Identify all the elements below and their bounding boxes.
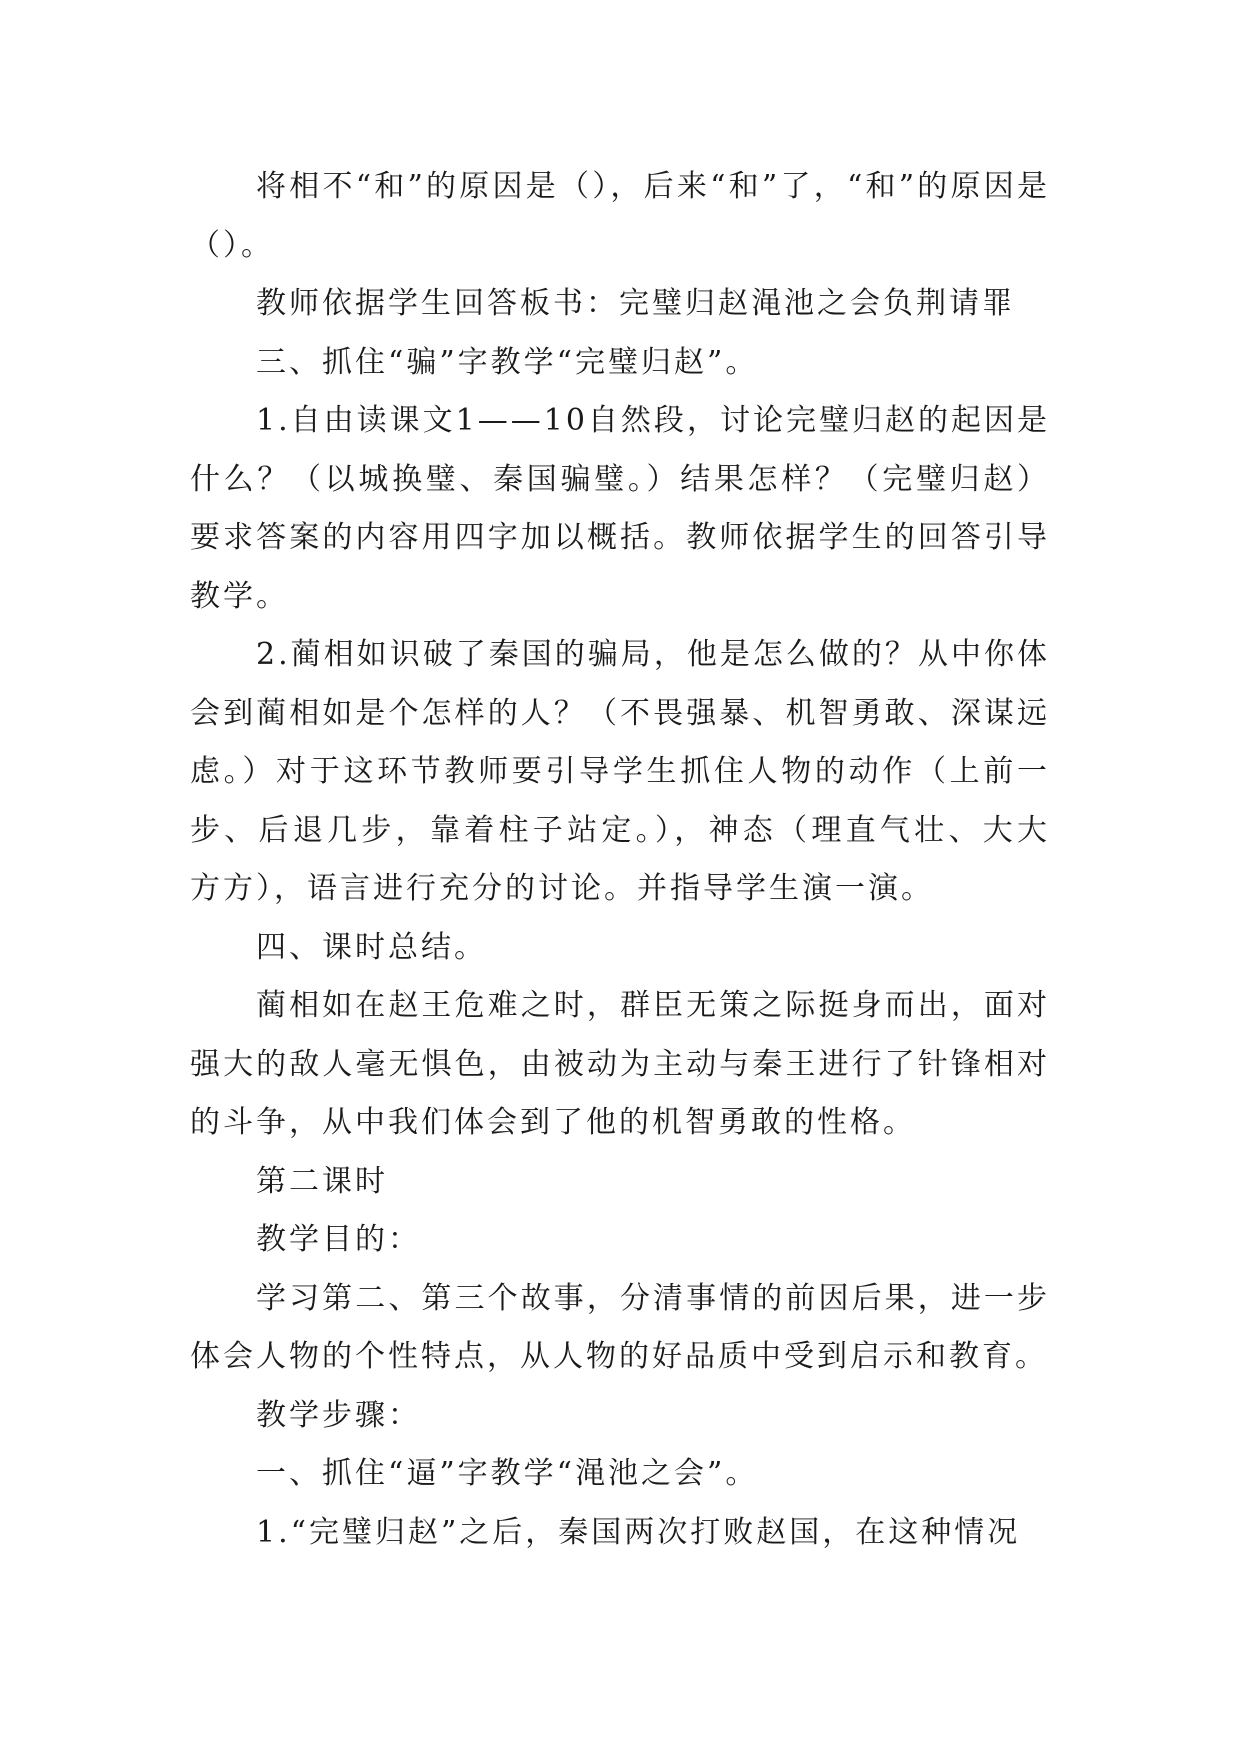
- teaching-goal-heading: 教学目的：: [256, 1222, 421, 1257]
- lesson-heading-2: 第二课时: [256, 1163, 388, 1199]
- paragraph-teaching-goal: 学习第二、第三个故事，分清事情的前因后果，进一步体会人物的个性特点，从人物的好品质中受到启示和教育。: [190, 1280, 1050, 1374]
- paragraph-step-1: 1.自由读课文1——10自然段，讨论完璧归赵的起因是什么？（以城换璧、秦国骗璧。）结果怎样？（完璧归赵）要求答案的内容用四字加以概括。教师依据学生的回答引导教学。: [190, 403, 1050, 614]
- paragraph-summary: 蔺相如在赵王危难之时，群臣无策之际挺身而出，面对强大的敌人毫无惧色，由被动为主动与秦王进行了针锋相对的斗争，从中我们体会到了他的机智勇敢的性格。: [190, 988, 1050, 1140]
- section-heading-4: 四、课时总结。: [256, 929, 487, 965]
- section-heading-3: 三、抓住“骗”字教学“完璧归赵”。: [256, 344, 759, 380]
- paragraph-step-1-b: 1.“完璧归赵”之后，秦国两次打败赵国，在这种情况: [256, 1514, 1021, 1550]
- document-body: [190, 158, 1050, 1562]
- teaching-steps-heading: 教学步骤：: [256, 1397, 421, 1433]
- section-heading-1: 一、抓住“逼”字教学“渑池之会”。: [256, 1456, 759, 1491]
- paragraph-step-2: 2.蔺相如识破了秦国的骗局，他是怎么做的？从中你体会到蔺相如是个怎样的人？（不畏强暴、机智勇敢、深谋远虑。）对于这环节教师要引导学生抓住人物的动作（上前一步、后退几步，靠着柱子站定。），神态（理直气壮、大大方方），语言进行充分的讨论。并指导学生演一演。: [190, 637, 1050, 906]
- paragraph-reason-question: 将相不“和”的原因是（），后来“和”了，“和”的原因是（）。: [190, 169, 1050, 263]
- paragraph-blackboard-notes: 教师依据学生回答板书：完璧归赵渑池之会负荆请罪: [256, 286, 1015, 321]
